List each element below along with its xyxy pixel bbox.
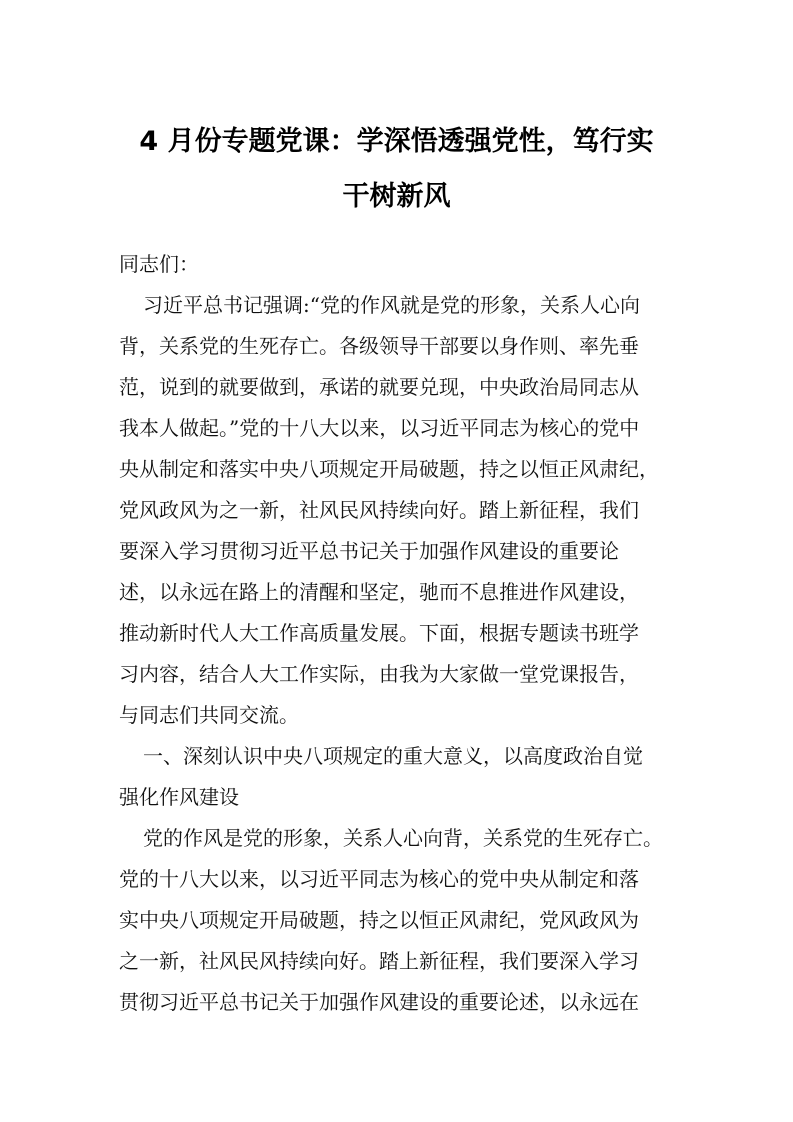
paragraph-2-line: 之一新，社风民风持续向好。踏上新征程，我们要深入学习 [119,949,639,973]
paragraph-1-line: 党风政风为之一新，社风民风持续向好。踏上新征程，我们 [119,498,639,522]
section-heading-line: 一、深刻认识中央八项规定的重大意义，以高度政治自觉 [143,744,643,768]
paragraph-1-line: 范，说到的就要做到，承诺的就要兑现，中央政治局同志从 [119,375,639,399]
section-heading-line: 强化作风建设 [119,785,239,809]
paragraph-1-line: 我本人做起。”党的十八大以来，以习近平同志为核心的党中 [119,416,640,440]
paragraph-2-line: 党的作风是党的形象，关系人心向背，关系党的生死存亡。 [143,826,663,850]
document-title-line-2: 干树新风 [342,181,451,212]
paragraph-1-line: 与同志们共同交流。 [119,703,299,727]
paragraph-1-line: 习近平总书记强调:“党的作风就是党的形象，关系人心向 [143,293,640,317]
paragraph-2-line: 实中央八项规定开局破题，持之以恒正风肃纪，党风政风为 [119,908,639,932]
paragraph-1-line: 述，以永远在路上的清醒和坚定，驰而不息推进作风建设， [119,580,639,604]
paragraph-1-line: 要深入学习贯彻习近平总书记关于加强作风建设的重要论 [119,539,619,563]
paragraph-1-line: 推动新时代人大工作高质量发展。下面，根据专题读书班学 [119,621,639,645]
document-title-line-1: 4 月份专题党课：学深悟透强党性，笃行实 [139,126,654,157]
salutation: 同志们： [119,252,199,276]
paragraph-1-line: 习内容，结合人大工作实际，由我为大家做一堂党课报告， [119,662,639,686]
paragraph-2-line: 贯彻习近平总书记关于加强作风建设的重要论述，以永远在 [119,990,639,1014]
paragraph-1-line: 背，关系党的生死存亡。各级领导干部要以身作则、率先垂 [119,334,639,358]
paragraph-2-line: 党的十八大以来，以习近平同志为核心的党中央从制定和落 [119,867,639,891]
paragraph-1-line: 央从制定和落实中央八项规定开局破题，持之以恒正风肃纪， [119,457,659,481]
